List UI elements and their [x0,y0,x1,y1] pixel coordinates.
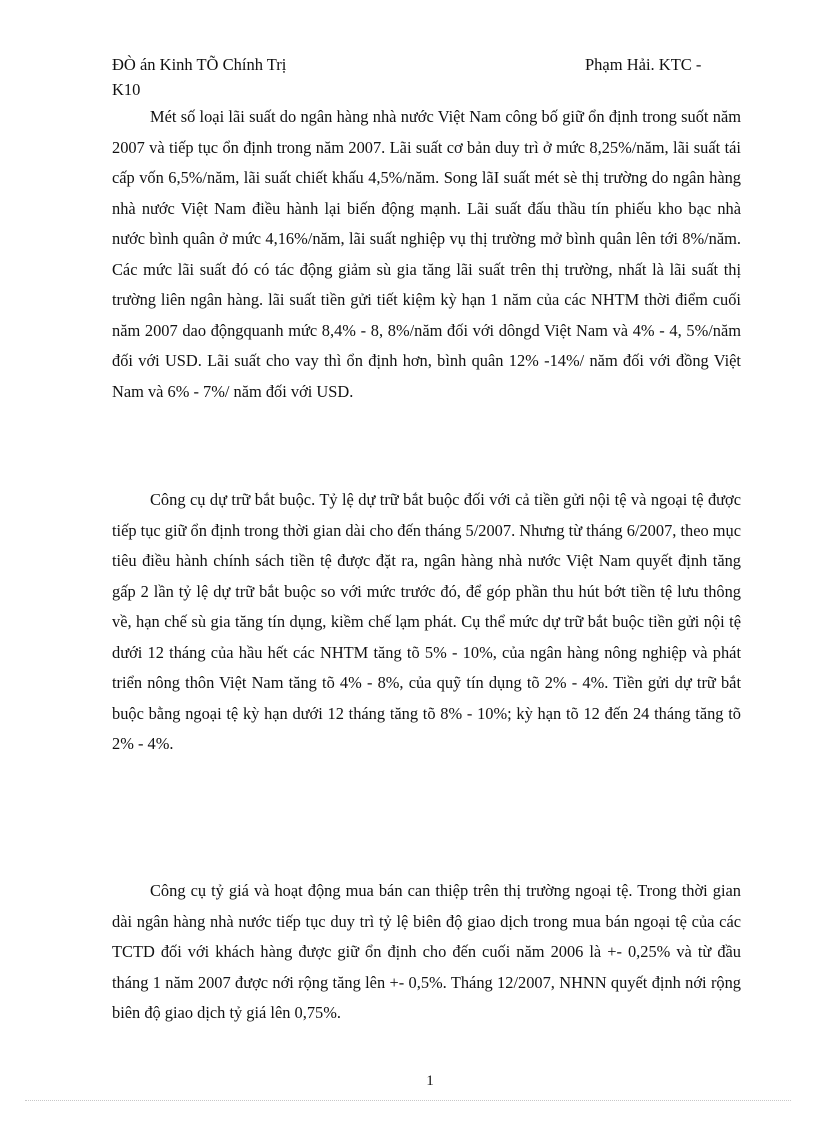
paragraph-text: Mét số loại lãi suất do ngân hàng nhà nước Việt Nam công bố giữ ổn định trong suốt năm 2007 và tiếp tục ổn định trong năm 2007. Lãi suất cơ bản duy trì ở mức 8,25%/năm, lãi suất tái cấp vốn 6,5%/năm, lãi suất chiết khấu 4,5%/năm. Song lãI suất mét sè thị trường do ngân hàng nhà nước Việt Nam điều hành lại biến động mạnh. Lãi suất đấu thầu tín phiếu kho bạc nhà nước bình quân ở mức 4,16%/năm, lãi suất nghiệp vụ thị trường mở bình quân lên tới 8%/năm. Các mức lãi suất đó có tác động giảm sù gia tăng lãi suất trên thị trường, nhất là lãi suất thị trường liên ngân hàng. lãi suất tiền gửi tiết kiệm kỳ hạn 1 năm của các NHTM thời điểm cuối năm 2007 dao độngquanh mức 8,4% - 8, 8%/năm đối với dôngd Việt Nam và 4% - 4, 5%/năm đối với USD. Lãi suất cho vay thì ổn định hơn, bình quân 12% -14%/ năm đối với đồng Việt Nam và 6% - 7%/ năm đối với USD. [112,107,741,401]
page-number: 1 [426,1073,434,1089]
footer-divider [25,1100,791,1101]
author-name: Phạm Hải. KTC - [585,55,702,74]
body-paragraph-reserve-requirements [112,485,741,760]
paragraph-text: Công cụ dự trữ bắt buộc. Tỷ lệ dự trữ bắt buộc đối với cả tiền gửi nội tệ và ngoại tệ được tiếp tục giữ ổn định trong thời gian dài cho đến tháng 5/2007. Nhưng từ tháng 6/2007, theo mục tiêu điều hành chính sách tiền tệ được đặt ra, ngân hàng nhà nước Việt Nam quyết định tăng gấp 2 lần tỷ lệ dự trữ bắt buộc so với mức trước đó, để góp phần thu hút bớt tiền tệ lưu thông về, hạn chế sù gia tăng tín dụng, kiềm chế lạm phát. Cụ thể mức dự trữ bắt buộc tiền gửi nội tệ dưới 12 tháng của hầu hết các NHTM tăng tõ 5% - 10%, của ngân hàng nông nghiệp và phát triển nông thôn Việt Nam tăng tõ 4% - 8%, của quỹ tín dụng tõ 2% - 4%. Tiền gửi dự trữ bắt buộc bằng ngoại tệ kỳ hạn dưới 12 tháng tăng tõ 8% - 10%; kỳ hạn tõ 12 đến 24 tháng tăng tõ 2% - 4%. [112,490,741,753]
body-paragraph-exchange-rate [112,876,741,1029]
class-code: K10 [112,80,141,99]
paragraph-text: Công cụ tỷ giá và hoạt động mua bán can thiệp trên thị trường ngoại tệ. Trong thời gian dài ngân hàng nhà nước tiếp tục duy trì tỷ lệ biên độ giao dịch trong mua bán ngoại tệ của các TCTD đối với khách hàng được giữ ổn định cho đến cuối năm 2006 là +- 0,25% và từ đầu tháng 1 năm 2007 được nới rộng tăng lên +- 0,5%. Tháng 12/2007, NHNN quyết định nới rộng biên độ giao dịch tỷ giá lên 0,75%. [112,881,741,1022]
header-left [112,52,442,102]
body-paragraph-interest-rates [112,102,741,407]
document-title: ĐÒ án Kinh TÕ Chính Trị [112,55,287,74]
